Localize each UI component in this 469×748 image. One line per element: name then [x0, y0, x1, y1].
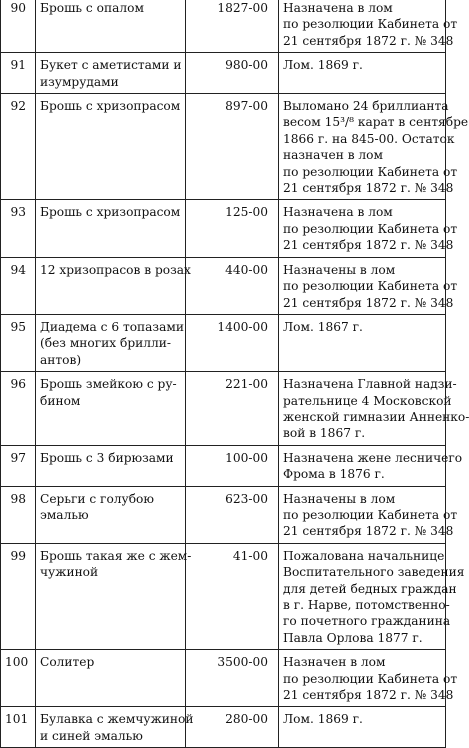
- item-description-cell: [36, 650, 186, 707]
- item-note-line: 21 сентября 1872 г. № 348: [283, 295, 454, 310]
- item-note-line: Назначена в лом: [283, 1, 393, 15]
- item-note-line: го почетного гражданина: [283, 614, 451, 629]
- table-row: [1, 486, 446, 543]
- table-body: [1, 0, 469, 748]
- item-description-line: антов): [40, 352, 82, 367]
- item-number-cell: 96: [1, 372, 36, 446]
- item-description-line: Брошь с хризопрасом: [40, 99, 181, 114]
- item-note-line: Назначены в лом: [283, 262, 396, 277]
- item-note-line: по резолюции Кабинета от: [283, 221, 458, 236]
- table-row: [1, 200, 446, 257]
- item-note-line: Выломано 24 бриллианта: [283, 99, 449, 114]
- item-note-line: вой в 1867 г.: [283, 426, 366, 441]
- item-description-cell: [36, 94, 186, 200]
- item-description-cell: [36, 0, 186, 53]
- item-description-cell: [36, 543, 192, 649]
- item-description-line: Брошь с опалом: [40, 1, 144, 15]
- item-description-cell: [36, 445, 186, 486]
- table-row: [1, 650, 446, 707]
- item-note-line: рательнице 4 Московской: [283, 393, 452, 408]
- item-number-cell: 97: [1, 445, 36, 486]
- item-price-cell: 221-00: [186, 372, 279, 446]
- item-description-cell: [36, 257, 191, 314]
- item-note-cell: [279, 707, 446, 748]
- item-note-line: Назначена жене лесничего: [283, 450, 463, 465]
- item-note-cell: [279, 486, 458, 543]
- item-note-line: Фрома в 1876 г.: [283, 467, 385, 482]
- item-description-cell: [36, 314, 186, 371]
- item-number-cell: 101: [1, 707, 36, 748]
- item-note-cell: [279, 257, 458, 314]
- item-description-line: Булавка с жемчужиной: [40, 712, 194, 727]
- item-description-cell: [36, 372, 186, 446]
- item-note-line: Лом. 1869 г.: [283, 58, 363, 73]
- table-row: [1, 372, 446, 446]
- item-note-line: Пожалована начальнице: [283, 548, 445, 563]
- table-row: [1, 707, 446, 748]
- item-description-line: Серьги с голубою: [40, 491, 154, 506]
- item-description-line: Брошь такая же с жем-: [40, 548, 192, 563]
- item-price-cell: 1827-00: [186, 0, 279, 53]
- item-note-cell: [279, 445, 463, 486]
- item-description-cell: [36, 200, 186, 257]
- table-row: [1, 257, 446, 314]
- item-note-line: по резолюции Кабинета от: [283, 164, 458, 179]
- item-number-cell: 100: [1, 650, 36, 707]
- item-note-cell: [279, 372, 469, 446]
- item-note-cell: [279, 650, 458, 707]
- item-description-cell: [36, 53, 186, 94]
- item-note-line: Назначены в лом: [283, 491, 396, 506]
- item-description-line: 12 хризопрасов в розах: [40, 262, 191, 277]
- item-price-cell: 41-00: [186, 543, 279, 649]
- item-price-cell: 280-00: [186, 707, 279, 748]
- item-price-cell: 3500-00: [186, 650, 279, 707]
- item-description-line: бином: [40, 393, 81, 408]
- item-note-line: весом 15³/⁸ карат в сентябре: [283, 115, 469, 130]
- item-description-line: Брошь с 3 бирюзами: [40, 450, 174, 465]
- item-note-line: Назначена Главной надзи-: [283, 377, 457, 392]
- item-note-line: 21 сентября 1872 г. № 348: [283, 238, 454, 253]
- item-description-line: Диадема с 6 топазами: [40, 319, 184, 334]
- item-note-line: для детей бедных граждан: [283, 581, 457, 596]
- table-row: [1, 445, 446, 486]
- item-price-cell: 1400-00: [186, 314, 279, 371]
- item-note-line: по резолюции Кабинета от: [283, 671, 458, 686]
- item-note-cell: [279, 543, 465, 649]
- item-note-line: 1866 г. на 845-00. Остаток: [283, 131, 455, 146]
- table-row: [1, 94, 446, 200]
- table-row: [1, 53, 446, 94]
- item-description-line: изумрудами: [40, 74, 119, 89]
- table-row: [1, 314, 446, 371]
- item-price-cell: 440-00: [186, 257, 279, 314]
- item-price-cell: 623-00: [186, 486, 279, 543]
- item-note-cell: [279, 53, 446, 94]
- item-note-line: в г. Нарве, потомственно-: [283, 598, 450, 612]
- item-note-line: по резолюции Кабинета от: [283, 507, 458, 522]
- item-number-cell: 98: [1, 486, 36, 543]
- item-note-line: по резолюции Кабинета от: [283, 279, 458, 294]
- item-note-line: 21 сентября 1872 г. № 348: [283, 688, 454, 703]
- item-price-cell: 125-00: [186, 200, 279, 257]
- item-description-cell: [36, 707, 194, 748]
- item-note-line: 21 сентября 1872 г. № 348: [283, 33, 454, 48]
- item-description-line: Букет с аметистами и: [40, 58, 182, 73]
- item-number-cell: 94: [1, 257, 36, 314]
- item-note-line: 21 сентября 1872 г. № 348: [283, 181, 454, 196]
- item-number-cell: 91: [1, 53, 36, 94]
- item-note-line: 21 сентября 1872 г. № 348: [283, 524, 454, 539]
- item-note-line: Лом. 1867 г.: [283, 319, 363, 334]
- item-note-line: Воспитательного заведения: [283, 565, 465, 580]
- item-price-cell: 897-00: [186, 94, 279, 200]
- item-number-cell: 90: [1, 0, 36, 53]
- item-note-line: Лом. 1869 г.: [283, 712, 363, 727]
- item-note-line: по резолюции Кабинета от: [283, 17, 458, 32]
- item-description-line: и синей эмалью: [40, 728, 143, 743]
- item-note-line: Назначен в лом: [283, 655, 386, 670]
- item-note-cell: [279, 94, 469, 200]
- item-number-cell: 95: [1, 314, 36, 371]
- item-description-line: Солитер: [40, 655, 95, 670]
- item-number-cell: 99: [1, 543, 36, 649]
- item-description-line: чужиной: [40, 565, 99, 580]
- table-row: [1, 543, 446, 649]
- item-note-cell: [279, 0, 458, 53]
- item-note-line: Назначена в лом: [283, 205, 393, 220]
- item-number-cell: 92: [1, 94, 36, 200]
- item-note-cell: [279, 200, 458, 257]
- item-note-line: женской гимназии Анненко-: [283, 409, 469, 424]
- item-price-cell: 980-00: [186, 53, 279, 94]
- item-description-line: Брошь змейкою с ру-: [40, 377, 177, 392]
- item-description-line: эмалью: [40, 507, 89, 522]
- item-description-line: (без многих брилли-: [40, 336, 172, 351]
- item-number-cell: 93: [1, 200, 36, 257]
- table-row: [1, 0, 446, 53]
- item-note-line: назначен в лом: [283, 148, 383, 163]
- item-description-line: Брошь с хризопрасом: [40, 205, 181, 220]
- item-description-cell: [36, 486, 186, 543]
- item-note-line: Павла Орлова 1877 г.: [283, 630, 423, 645]
- item-price-cell: 100-00: [186, 445, 279, 486]
- item-note-cell: [279, 314, 446, 371]
